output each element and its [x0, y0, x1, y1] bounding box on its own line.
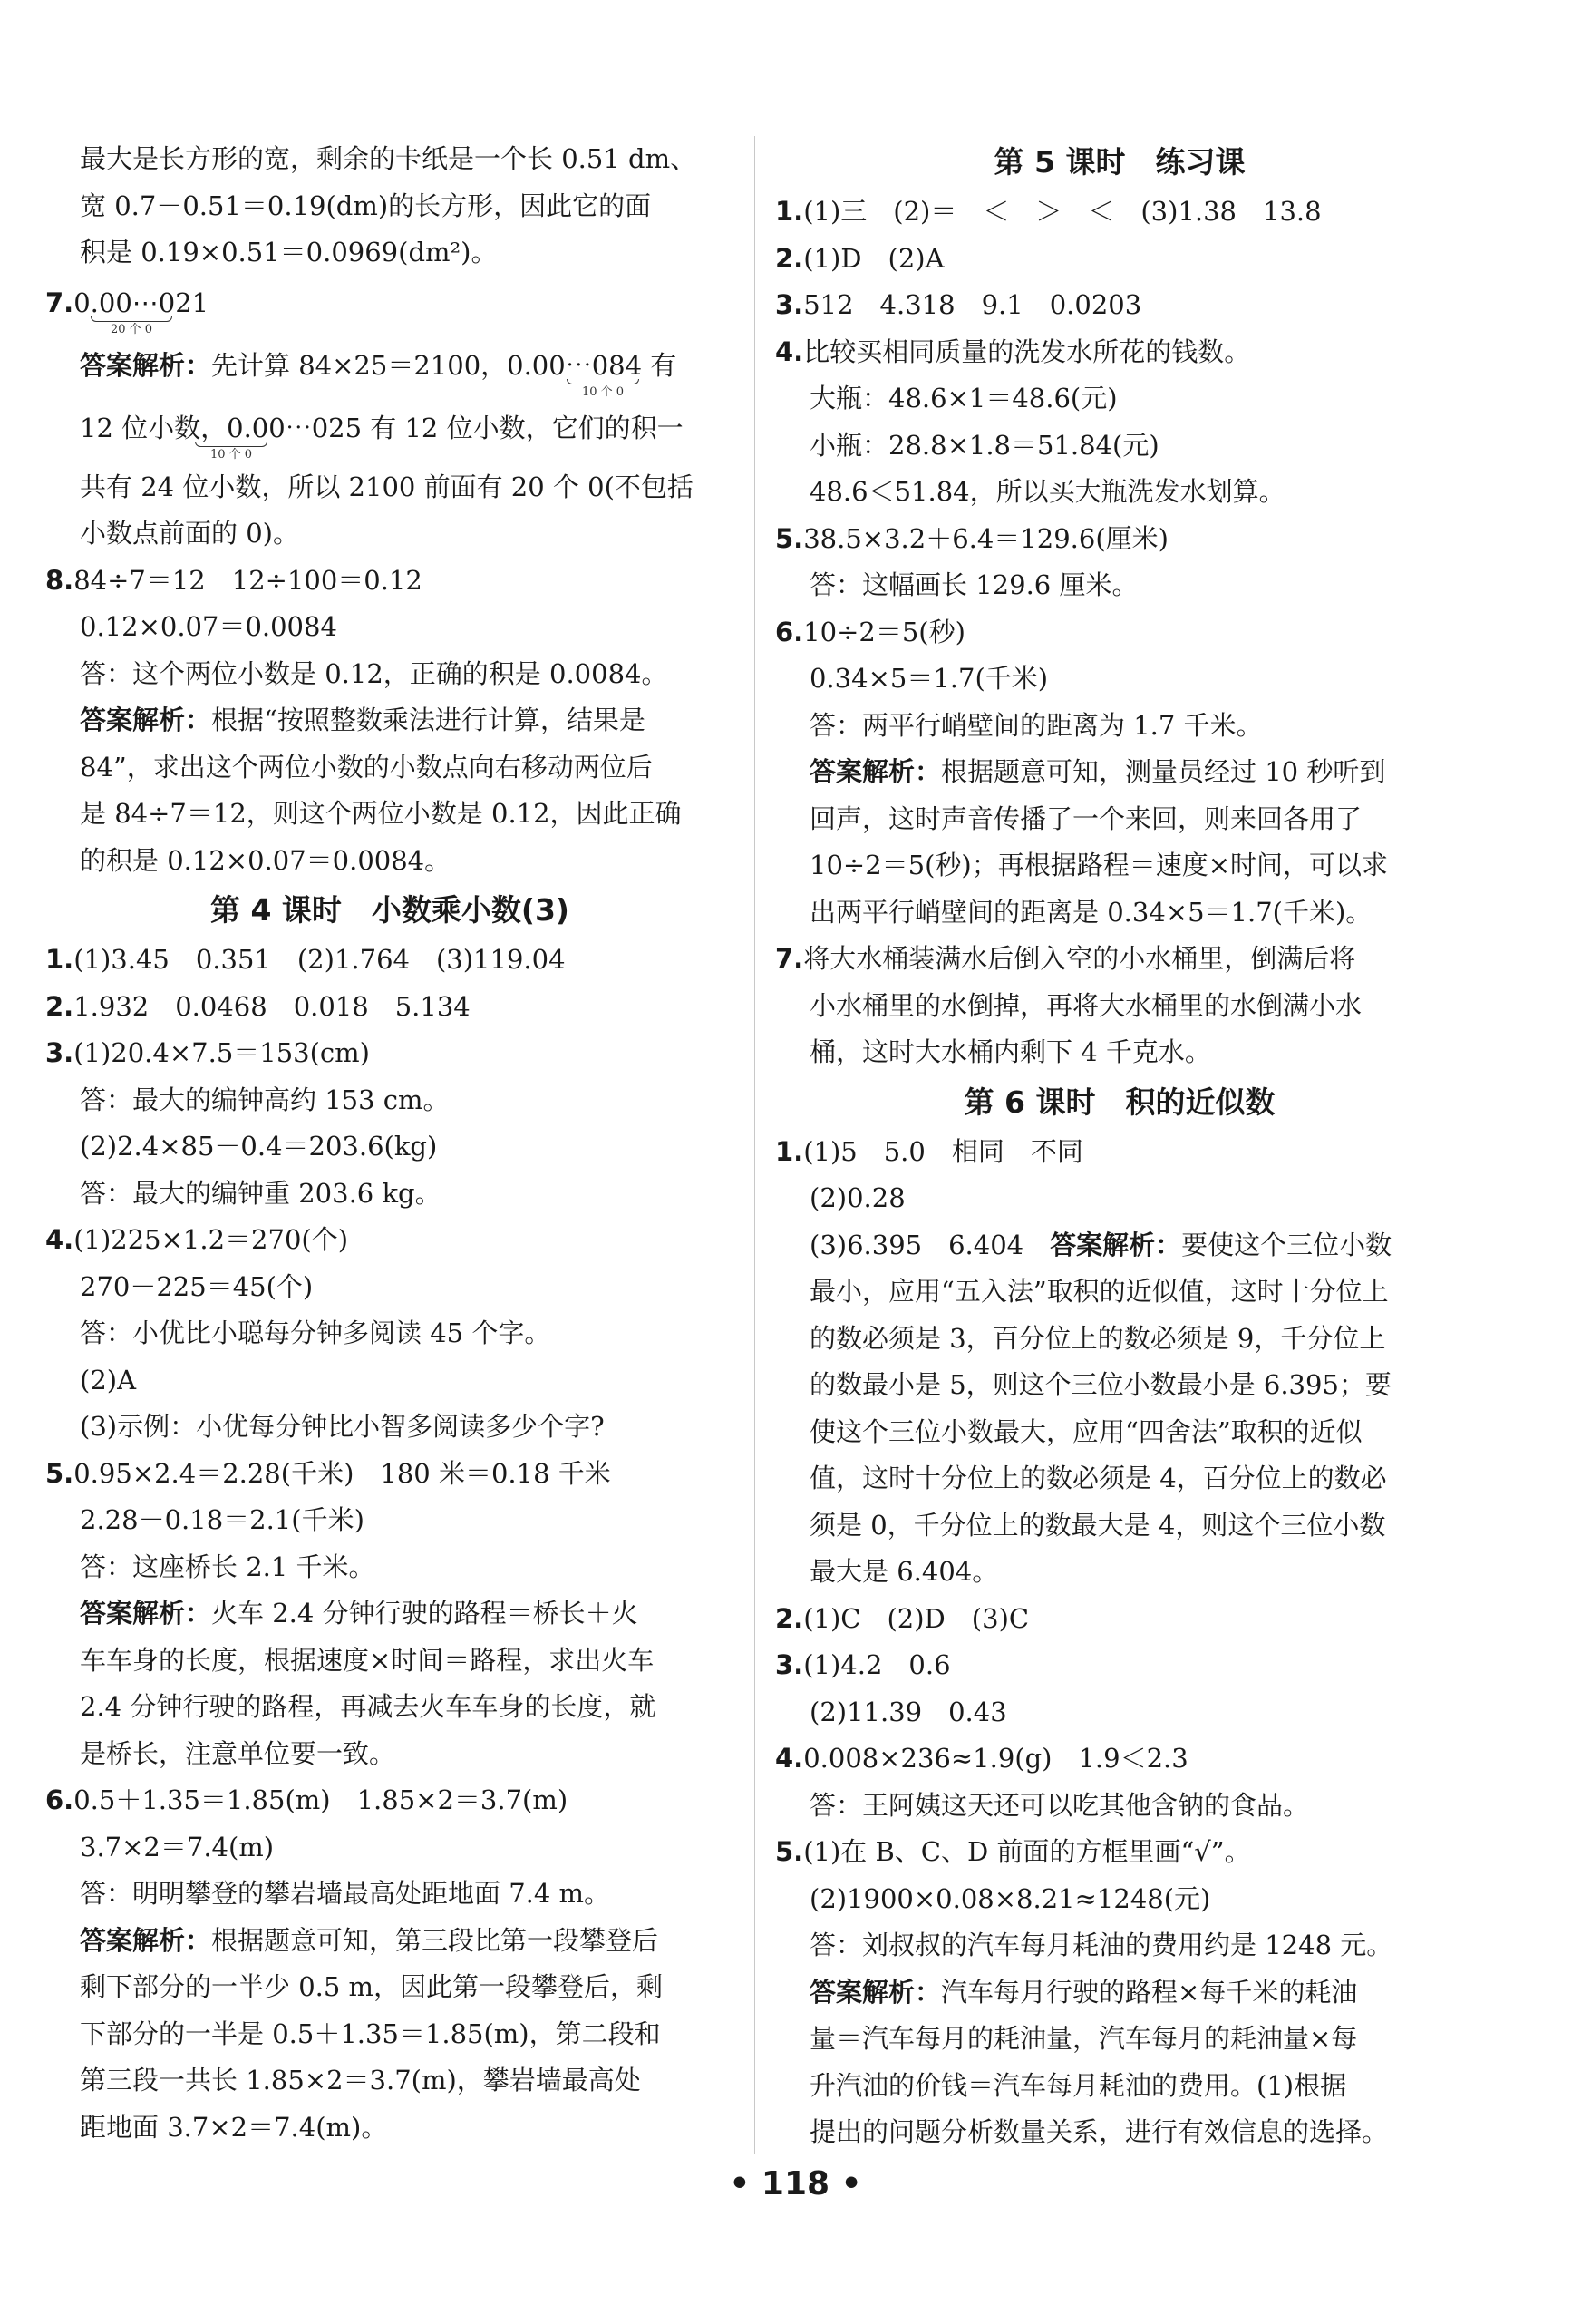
text-line: [45, 1077, 734, 1124]
line-text: 提出的问题分析数量关系，进行有效信息的选择。: [810, 2116, 1389, 2147]
question-number: 6.: [775, 616, 804, 647]
line-text: 最大是 6.404。: [810, 1556, 999, 1587]
line-text: (1)在 B、C、D 前面的方框里画“√”。: [803, 1836, 1251, 1867]
line-text: (1)20.4×7.5＝153(cm): [73, 1037, 370, 1068]
text-line: [45, 277, 734, 339]
text-line: [45, 511, 734, 558]
text-line: [775, 1969, 1464, 2017]
text-line: [45, 1731, 734, 1778]
text-line: [45, 1357, 734, 1405]
text-line: [45, 1451, 734, 1498]
text-line: [45, 1310, 734, 1357]
text-line: [45, 1918, 734, 1965]
question-number: 7.: [775, 943, 804, 974]
text-line: [775, 2016, 1464, 2063]
line-text: 共有 24 位小数，所以 2100 前面有 20 个 0(不包括: [80, 471, 694, 502]
line-text: 汽车每月行驶的路程×每千米的耗油: [941, 1976, 1358, 2008]
line-text: 270－225＝45(个): [80, 1270, 314, 1302]
line-text: (2)0.28: [810, 1182, 906, 1213]
line-text: 12 位小数，0.00⋯025 有 12 位小数，它们的积一: [80, 412, 684, 443]
line-text: 答：王阿姨这天还可以吃其他含钠的食品。: [810, 1789, 1310, 1821]
line-text: 量＝汽车每月的耗油量，汽车每月的耗油量×每: [810, 2023, 1358, 2054]
line-text: 须是 0，千分位上的数最大是 4，则这个三位小数: [810, 1509, 1386, 1541]
text-line: [45, 1030, 734, 1077]
text-line: [775, 375, 1464, 423]
text-line: [45, 744, 734, 792]
text-line: [45, 791, 734, 838]
text-line: [45, 2011, 734, 2058]
question-number: 8.: [45, 564, 74, 596]
text-line: [775, 1222, 1464, 1269]
line-text: 512 4.318 9.1 0.0203: [803, 289, 1142, 320]
question-number: 3.: [775, 1649, 804, 1680]
text-line: [775, 1596, 1464, 1643]
line-text: 积是 0.19×0.51＝0.0969(dm²)。: [80, 237, 498, 267]
text-line: [775, 236, 1464, 283]
text-line: [775, 282, 1464, 329]
analysis-label: 答案解析：: [1050, 1229, 1182, 1260]
line-text: (1)5 5.0 相同 不同: [803, 1135, 1083, 1167]
question-number: 4.: [45, 1224, 74, 1255]
text-line: [775, 1362, 1464, 1409]
line-text: 10÷2＝5(秒)；再根据路程＝速度×时间，可以求: [810, 850, 1389, 880]
line-text: 38.5×3.2＋6.4＝129.6(厘米): [803, 522, 1169, 554]
text-line: [45, 1824, 734, 1872]
text-line: [775, 1316, 1464, 1363]
analysis-label: 答案解析：: [80, 1598, 212, 1629]
text-line: [775, 2109, 1464, 2156]
question-number: 1.: [45, 944, 74, 975]
text-line: [775, 1175, 1464, 1222]
analysis-label: 答案解析：: [80, 1924, 212, 1956]
line-text: 2.4 分钟行驶的路程，再减去火车车身的长度，就: [80, 1691, 656, 1722]
text-line: [45, 984, 734, 1031]
text-line: [45, 1404, 734, 1451]
line-text: 大瓶：48.6×1＝48.6(元): [810, 383, 1118, 413]
question-number: 7.: [45, 287, 74, 318]
text-line: [775, 562, 1464, 609]
question-number: 6.: [45, 1784, 74, 1815]
text-line: [45, 1964, 734, 2011]
text-line: [45, 937, 734, 984]
line-text: (1)三 (2)＝ ＜ ＞ ＜ (3)1.38 13.8: [803, 196, 1322, 227]
text-line: [775, 1783, 1464, 1830]
text-line: [45, 1544, 734, 1591]
text-line: [45, 1590, 734, 1638]
text-line: [775, 1409, 1464, 1456]
line-text: 的数必须是 3，百分位上的数必须是 9，千分位上: [810, 1322, 1386, 1354]
text-line: [775, 1642, 1464, 1689]
line-text: 0.34×5＝1.7(千米): [810, 663, 1049, 694]
line-text: 0.95×2.4＝2.28(千米) 180 米＝0.18 千米: [73, 1457, 611, 1489]
line-text: 答：刘叔叔的汽车每月耗油的费用约是 1248 元。: [810, 1930, 1393, 1960]
line-text: 答：这座桥长 2.1 千米。: [80, 1551, 375, 1582]
text-line: [775, 1029, 1464, 1076]
line-text: 桶，这时大水桶内剩下 4 千克水。: [810, 1036, 1211, 1067]
line-text: 3.7×2＝7.4(m): [80, 1831, 275, 1862]
line-text: 下部分的一半是 0.5＋1.35＝1.85(m)，第二段和: [80, 2018, 661, 2049]
text-line: [775, 1876, 1464, 1923]
text-line: [775, 703, 1464, 750]
text-line: [45, 1638, 734, 1685]
text-line: [775, 1736, 1464, 1783]
text-line: [775, 1689, 1464, 1736]
text-line: [775, 423, 1464, 470]
analysis-label: 答案解析：: [80, 349, 212, 381]
line-text: 答：这个两位小数是 0.12，正确的积是 0.0084。: [80, 657, 668, 689]
question-number: 5.: [45, 1457, 74, 1489]
text-line: [775, 469, 1464, 516]
text-line: [45, 229, 734, 277]
line-text: (1)D (2)A: [803, 242, 945, 274]
left-column: [45, 136, 734, 2151]
line-text: (2)2.4×85－0.4＝203.6(kg): [80, 1131, 438, 1162]
underbrace-note: 20 个 0: [91, 316, 172, 336]
text-line: [45, 1123, 734, 1171]
line-text: 距地面 3.7×2＝7.4(m)。: [80, 2111, 388, 2143]
line-text: 0.5＋1.35＝1.85(m) 1.85×2＝3.7(m): [73, 1784, 568, 1815]
question-number: 5.: [775, 1836, 804, 1867]
text-line: [45, 2057, 734, 2105]
text-line: [45, 183, 734, 230]
line-text: 最小，应用“五入法”取积的近似值，这时十分位上: [810, 1276, 1389, 1307]
text-line: [775, 842, 1464, 890]
analysis-label: 答案解析：: [80, 705, 212, 735]
line-text: (2)A: [80, 1364, 137, 1395]
question-number: 2.: [775, 242, 804, 274]
section-heading: 第 5 课时 练习课: [994, 144, 1246, 180]
analysis-label: 答案解析：: [810, 756, 942, 787]
text-line: [775, 2063, 1464, 2110]
line-text: (1)4.2 0.6: [803, 1649, 951, 1680]
text-line: [775, 1829, 1464, 1876]
line-text: (1)C (2)D (3)C: [803, 1602, 1030, 1634]
line-text: 48.6＜51.84，所以买大瓶洗发水划算。: [810, 476, 1285, 507]
line-text: 是桥长，注意单位要一致。: [80, 1737, 396, 1769]
question-number: 5.: [775, 522, 804, 554]
line-text: 的数最小是 5，则这个三位小数最小是 6.395；要: [810, 1369, 1392, 1400]
text-line: [45, 1217, 734, 1264]
line-text: (1)3.45 0.351 (2)1.764 (3)119.04: [73, 944, 566, 975]
line-text: 小水桶里的水倒掉，再将大水桶里的水倒满小水: [810, 989, 1363, 1021]
question-number: 3.: [775, 289, 804, 320]
analysis-label: 答案解析：: [810, 1976, 942, 2008]
line-text: 要使这个三位小数: [1181, 1229, 1392, 1260]
line-text: 答：最大的编钟高约 153 cm。: [80, 1084, 450, 1115]
line-text: 比较买相同质量的洗发水所花的钱数。: [803, 335, 1251, 367]
text-line: [775, 656, 1464, 703]
text-line: [45, 1684, 734, 1731]
text-line: [45, 1777, 734, 1824]
text-line: [775, 1922, 1464, 1969]
line-text: 小瓶：28.8×1.8＝51.84(元): [810, 429, 1159, 461]
question-number: 2.: [45, 990, 74, 1022]
text-line: [45, 558, 734, 605]
line-text: 1.932 0.0468 0.018 5.134: [73, 990, 471, 1022]
line-text: 答：明明攀登的攀岩墙最高处距地面 7.4 m。: [80, 1878, 611, 1909]
text-line: [45, 1497, 734, 1544]
text-line: [45, 1264, 734, 1311]
line-text: 第三段一共长 1.85×2＝3.7(m)，攀岩墙最高处: [80, 2065, 641, 2095]
line-text: 出两平行峭壁间的距离是 0.34×5＝1.7(千米)。: [810, 896, 1373, 928]
text-line: [775, 983, 1464, 1030]
text-line: [775, 1455, 1464, 1502]
line-text: 答：这幅画长 129.6 厘米。: [810, 569, 1139, 600]
line-text: 车车身的长度，根据速度×时间＝路程，求出火车: [80, 1644, 655, 1676]
page-number: • 118 •: [729, 2165, 862, 2202]
underbrace-note: 10 个 0: [567, 379, 639, 399]
line-text: (2)11.39 0.43: [810, 1696, 1007, 1727]
line-text: 值，这时十分位上的数必须是 4，百分位上的数必: [810, 1463, 1387, 1493]
text-line: [775, 1502, 1464, 1550]
text-line: [775, 1129, 1464, 1176]
line-text: 84÷7＝12 12÷100＝0.12: [73, 564, 422, 596]
line-text: 根据题意可知，测量员经过 10 秒听到: [941, 756, 1386, 787]
text-line: [775, 796, 1464, 843]
column-divider: [754, 136, 755, 2154]
line-text: 根据题意可知，第三段比第一段攀登后: [211, 1924, 659, 1956]
line-text: (3)6.395 6.404: [810, 1229, 1051, 1260]
text-line: [775, 749, 1464, 796]
line-text: 10÷2＝5(秒): [803, 616, 965, 647]
text-line: [45, 136, 734, 183]
text-line: [45, 464, 734, 511]
text-line: [45, 651, 734, 698]
line-text: 0.12×0.07＝0.0084: [80, 611, 337, 642]
line-text: 根据“按照整数乘法进行计算，结果是: [211, 705, 645, 735]
line-text: 0.00⋯021: [73, 287, 209, 318]
section-heading: 第 4 课时 小数乘小数(3): [209, 892, 570, 928]
text-line: [45, 402, 734, 464]
line-text: 0.008×236≈1.9(g) 1.9＜2.3: [803, 1743, 1188, 1774]
text-line: [45, 339, 734, 402]
line-text: 升汽油的价钱＝汽车每月耗油的费用。(1)根据: [810, 2069, 1347, 2101]
text-line: [775, 609, 1464, 656]
text-line: [775, 189, 1464, 236]
line-text: 使这个三位小数最大，应用“四舍法”取积的近似: [810, 1415, 1363, 1447]
question-number: 1.: [775, 196, 804, 227]
text-line: [45, 1871, 734, 1918]
line-text: 答：最大的编钟重 203.6 kg。: [80, 1177, 441, 1209]
line-text: 最大是长方形的宽，剩余的卡纸是一个长 0.51 dm、: [80, 143, 697, 174]
text-line: [775, 936, 1464, 983]
question-number: 3.: [45, 1037, 74, 1068]
right-column: [775, 136, 1464, 2156]
question-number: 1.: [775, 1135, 804, 1167]
line-text: 是 84÷7＝12，则这个两位小数是 0.12，因此正确: [80, 798, 682, 829]
line-text: 回声，这时声音传播了一个来回，则来回各用了: [810, 802, 1363, 834]
question-number: 4.: [775, 335, 804, 367]
text-line: [45, 2105, 734, 2152]
question-number: 4.: [775, 1743, 804, 1774]
line-text: 小数点前面的 0)。: [80, 518, 299, 549]
text-line: [775, 516, 1464, 563]
text-line: [45, 697, 734, 744]
line-text: (3)示例：小优每分钟比小智多阅读多少个字?: [80, 1411, 605, 1442]
line-text: 先计算 84×25＝2100，0.00⋯084 有: [211, 349, 677, 381]
text-line: [45, 604, 734, 651]
line-text: 答：两平行峭壁间的距离为 1.7 千米。: [810, 709, 1263, 741]
underbrace-note: 10 个 0: [195, 442, 267, 462]
text-line: [45, 838, 734, 885]
line-text: 将大水桶装满水后倒入空的小水桶里，倒满后将: [803, 943, 1356, 974]
text-line: [775, 1269, 1464, 1316]
line-text: (1)225×1.2＝270(个): [73, 1224, 349, 1255]
text-line: [775, 890, 1464, 937]
text-line: [45, 1171, 734, 1218]
text-line: [775, 1549, 1464, 1596]
section-heading: 第 6 课时 积的近似数: [964, 1084, 1276, 1120]
question-number: 2.: [775, 1602, 804, 1634]
line-text: (2)1900×0.08×8.21≈1248(元): [810, 1882, 1211, 1914]
text-line: [775, 329, 1464, 376]
line-text: 2.28－0.18＝2.1(千米): [80, 1504, 364, 1535]
line-text: 答：小优比小聪每分钟多阅读 45 个字。: [80, 1318, 551, 1348]
line-text: 84”，求出这个两位小数的小数点向右移动两位后: [80, 751, 653, 783]
line-text: 的积是 0.12×0.07＝0.0084。: [80, 844, 451, 876]
line-text: 火车 2.4 分钟行驶的路程＝桥长＋火: [211, 1598, 638, 1629]
line-text: 剩下部分的一半少 0.5 m，因此第一段攀登后，剩: [80, 1971, 664, 2002]
line-text: 宽 0.7－0.51＝0.19(dm)的长方形，因此它的面: [80, 190, 652, 221]
